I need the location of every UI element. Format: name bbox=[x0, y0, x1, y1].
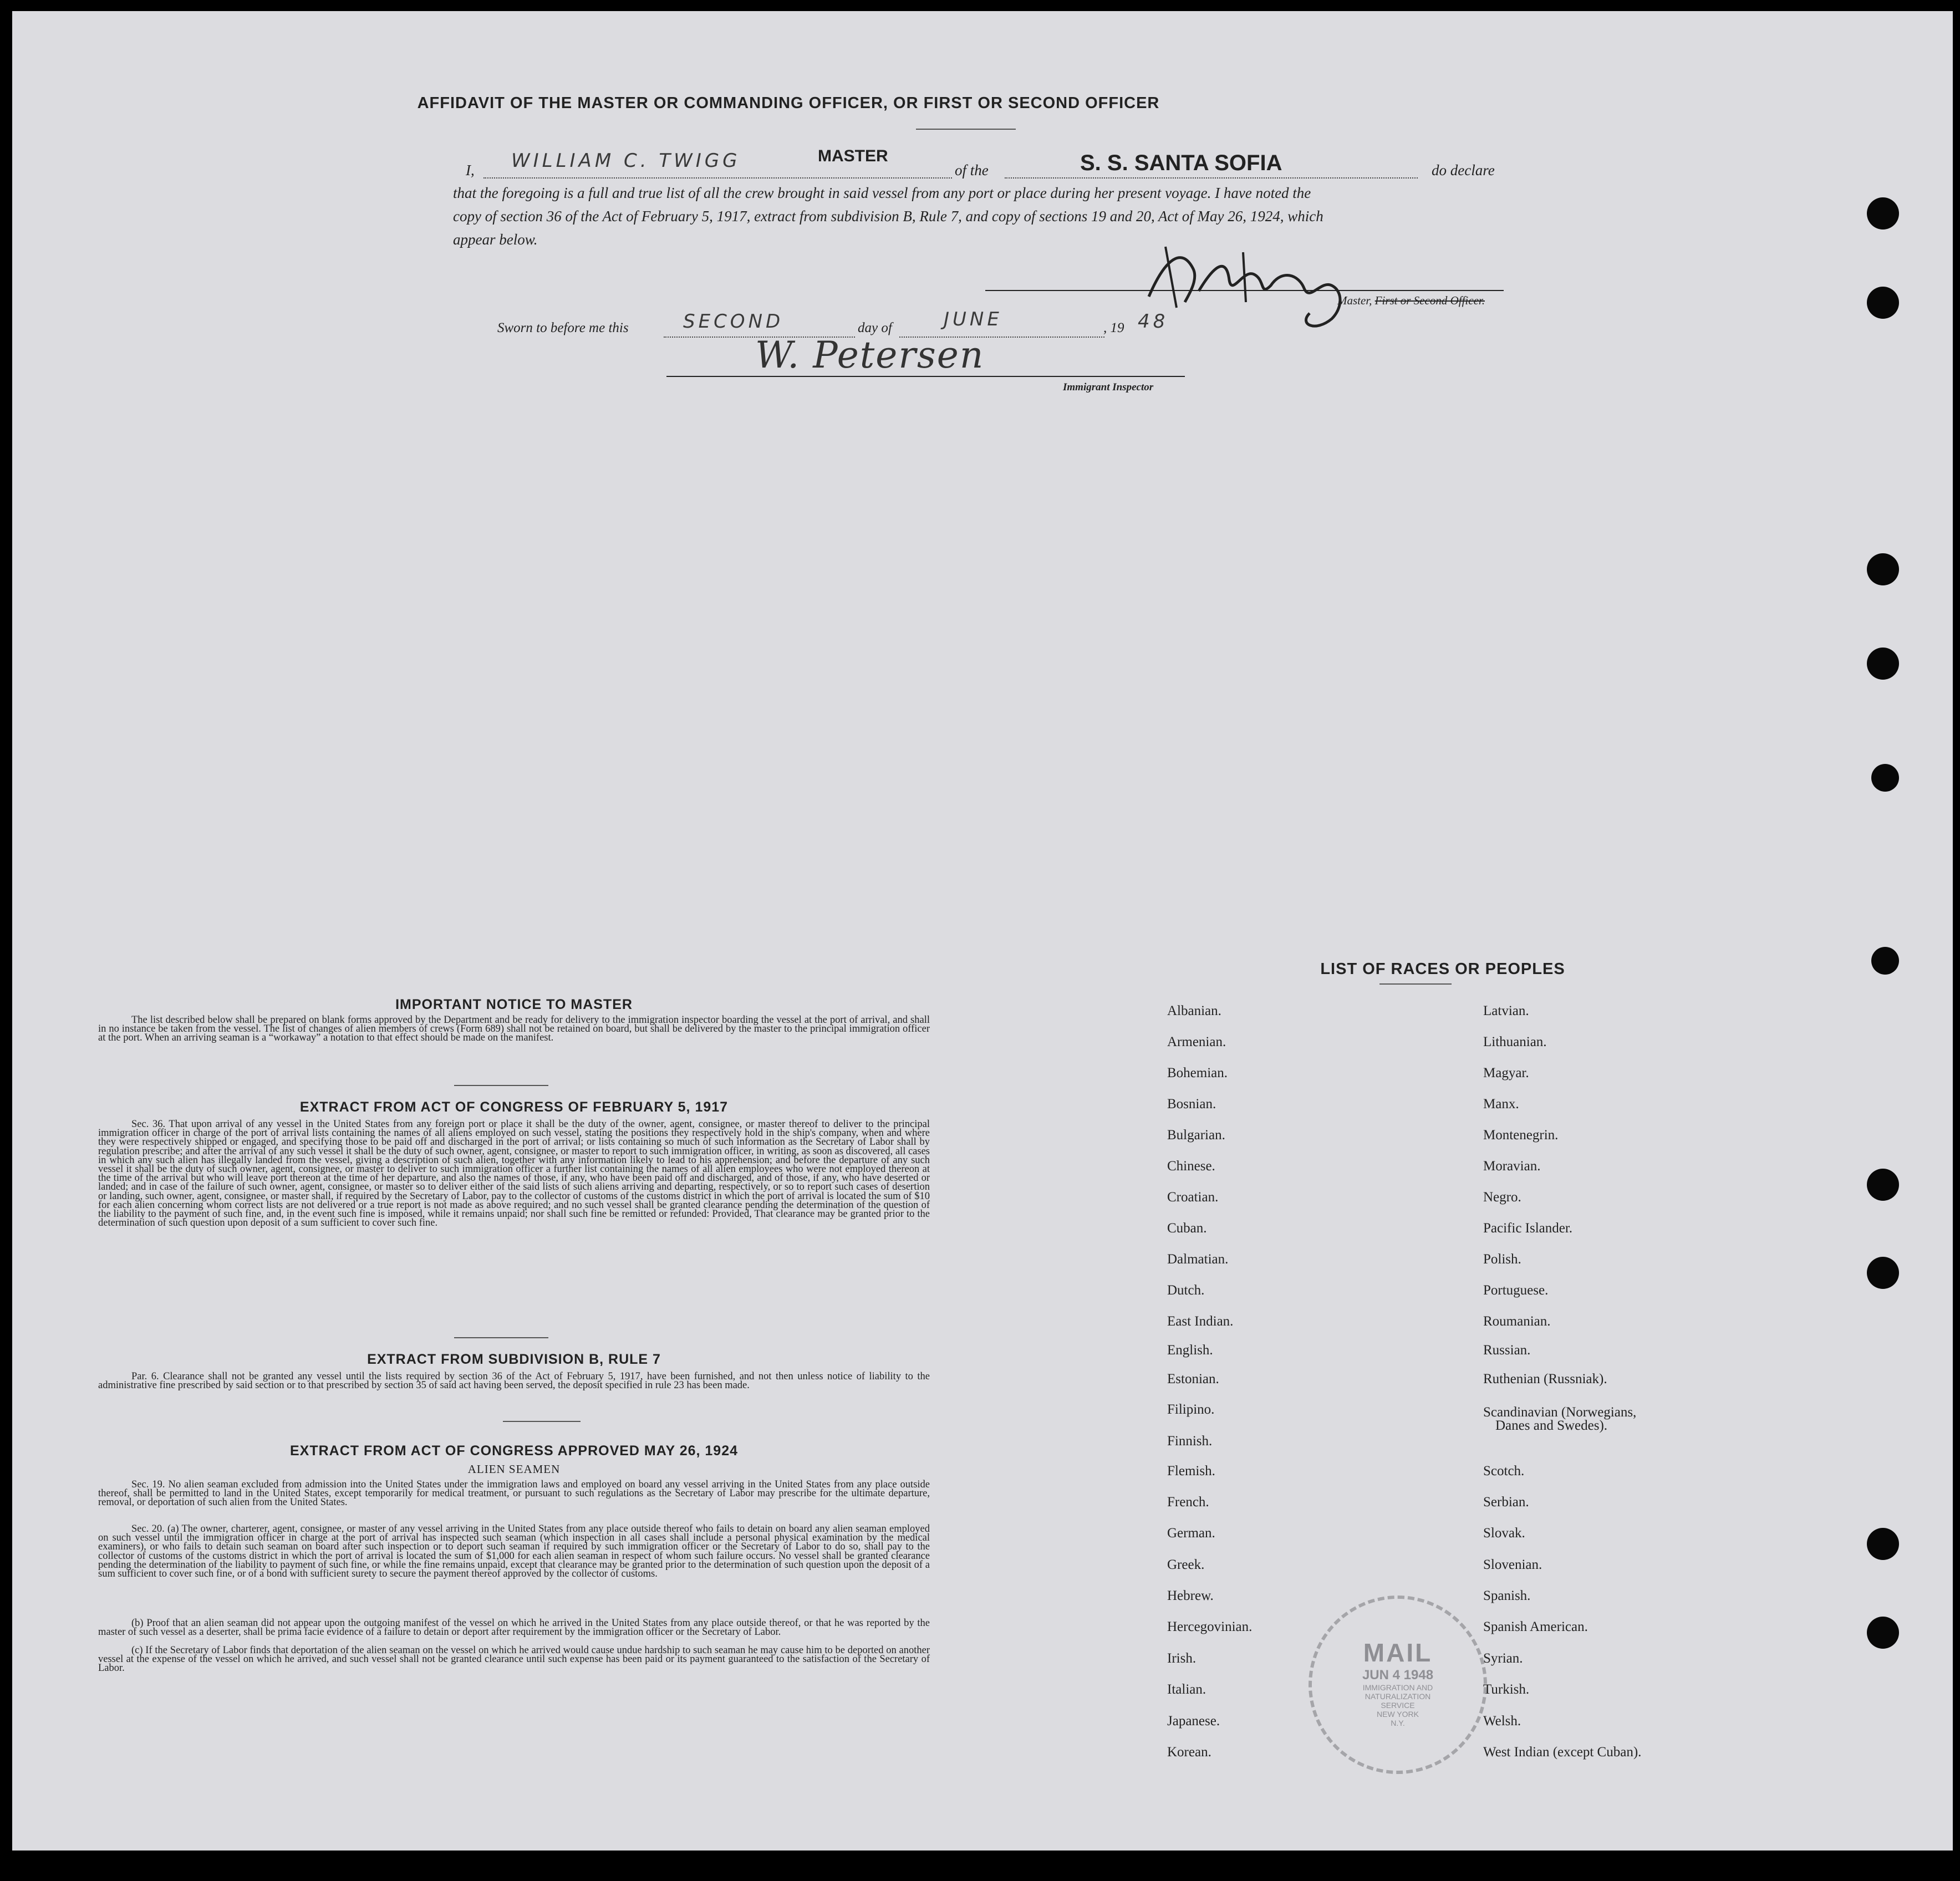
inspector-caption: Immigrant Inspector bbox=[1063, 381, 1154, 393]
punch-hole bbox=[1867, 197, 1899, 230]
act-1924-sec-20c: (c) If the Secretary of Labor finds that deportation of the alien seaman on the vessel on which he arrived would cause undue hardship to such seaman he may cause him to be deported on another vessel at the expense of the vessel on which he arrived, and such vessel shall not be granted clearance until such expense has been paid or its payment guaranteed to the satisfaction of the Secretary of Labor. bbox=[98, 1645, 930, 1674]
act-1924-subtitle: ALIEN SEAMEN bbox=[467, 1462, 561, 1476]
race-item: Negro. bbox=[1483, 1190, 1521, 1205]
race-item: Montenegrin. bbox=[1483, 1128, 1559, 1143]
master-signature bbox=[1132, 236, 1387, 335]
punch-hole bbox=[1871, 947, 1899, 975]
races-title-underline bbox=[1379, 983, 1452, 985]
race-item: Estonian. bbox=[1167, 1372, 1219, 1386]
race-item: Spanish. bbox=[1483, 1588, 1531, 1603]
affidavit-line-3: copy of section 36 of the Act of February 5, 1917, extract from subdivision B, Rule 7, and copy of sections 19 and 20, Act of May 26, 1924, which bbox=[453, 208, 1323, 225]
race-item: Serbian. bbox=[1483, 1495, 1529, 1510]
race-item: Korean. bbox=[1167, 1745, 1211, 1760]
punch-hole bbox=[1867, 553, 1899, 585]
race-item: Italian. bbox=[1167, 1682, 1206, 1697]
race-item: Dalmatian. bbox=[1167, 1252, 1229, 1267]
act-1924-sec-20a: Sec. 20. (a) The owner, charterer, agent, consignee, or master of any vessel arriving in the United States from any place outside thereof who fails to detain on board any alien seaman employed on such vessel until the immigration officer in charge at the port of arrival has inspected such seaman (which inspection in all cases shall include a personal physical examination by the medical examiners), or who fails to detain such seaman on board after such inspection or to deport such seaman if required by such immigration officer or the Secretary of Labor to do so, shall pay to the collector of customs of the customs district in which the port of arrival is located the sum of $1,000 for each alien seaman in respect of whom such failure occurs. No vessel shall be granted clearance pending the determination of the liability to payment of such fine, or while the fine remains unpaid, except that clearance may be granted prior to the determination of such question upon the deposit of a sum sufficient to cover such fine, or of a bond with sufficient surety to secure the payment thereof approved by the collector of customs. bbox=[98, 1523, 930, 1580]
day-of-label: day of bbox=[858, 320, 892, 335]
mail-received-stamp bbox=[1309, 1595, 1487, 1774]
race-item: Pacific Islander. bbox=[1483, 1221, 1573, 1236]
affidavit-title: AFFIDAVIT OF THE MASTER OR COMMANDING OFFICER, OR FIRST OR SECOND OFFICER bbox=[417, 94, 1160, 112]
sworn-label: Sworn to before me this bbox=[497, 320, 629, 335]
race-item: Irish. bbox=[1167, 1651, 1197, 1666]
section-divider bbox=[454, 1085, 548, 1086]
vessel-name: S. S. SANTA SOFIA bbox=[1080, 151, 1282, 175]
race-item: Russian. bbox=[1483, 1343, 1531, 1358]
stamp-mail-text: MAIL bbox=[1363, 1638, 1433, 1667]
notice-title: IMPORTANT NOTICE TO MASTER bbox=[395, 997, 633, 1012]
punch-hole bbox=[1867, 1169, 1899, 1201]
punch-hole bbox=[1867, 1528, 1899, 1560]
sworn-month: JUNE bbox=[944, 308, 1002, 330]
vessel-line bbox=[1005, 177, 1418, 179]
race-item: Ruthenian (Russniak). bbox=[1483, 1372, 1607, 1386]
of-the-label: of the bbox=[955, 162, 989, 179]
race-item: Portuguese. bbox=[1483, 1283, 1549, 1298]
race-item: Bohemian. bbox=[1167, 1066, 1228, 1080]
title-underline bbox=[916, 129, 1016, 130]
year-handwritten: 48 bbox=[1138, 310, 1169, 333]
race-item: Greek. bbox=[1167, 1557, 1205, 1572]
race-item: Croatian. bbox=[1167, 1190, 1219, 1205]
race-item: Flemish. bbox=[1167, 1464, 1215, 1479]
name-line bbox=[483, 177, 952, 179]
race-item: Armenian. bbox=[1167, 1034, 1226, 1049]
act-1917-title: EXTRACT FROM ACT OF CONGRESS OF FEBRUARY 5, 1917 bbox=[299, 1099, 729, 1115]
race-item: Latvian. bbox=[1483, 1003, 1529, 1018]
race-item: Finnish. bbox=[1167, 1434, 1213, 1449]
affidavit-i-label: I, bbox=[466, 162, 475, 179]
punch-hole bbox=[1867, 648, 1899, 680]
race-item: English. bbox=[1167, 1343, 1213, 1358]
year-prefix: , 19 bbox=[1103, 320, 1124, 335]
race-item: Bulgarian. bbox=[1167, 1128, 1225, 1143]
inspector-signature-line bbox=[666, 376, 1185, 377]
race-item: Welsh. bbox=[1483, 1714, 1521, 1729]
signature-caption-master bbox=[1337, 294, 1485, 308]
race-item: Spanish American. bbox=[1483, 1619, 1588, 1634]
race-item: Cuban. bbox=[1167, 1221, 1207, 1236]
race-item: French. bbox=[1167, 1495, 1209, 1510]
race-item: Hebrew. bbox=[1167, 1588, 1214, 1603]
signature-line bbox=[985, 290, 1504, 291]
race-item: German. bbox=[1167, 1526, 1215, 1541]
document-page bbox=[12, 11, 1953, 1851]
stamp-line: IMMIGRATION AND bbox=[1362, 1683, 1433, 1692]
caption-struck-officer: First or Second Officer. bbox=[1374, 294, 1485, 307]
race-item: Slovenian. bbox=[1483, 1557, 1542, 1572]
punch-hole bbox=[1867, 1257, 1899, 1289]
race-item: Syrian. bbox=[1483, 1651, 1523, 1666]
caption-master: Master, bbox=[1337, 294, 1372, 307]
race-item: Japanese. bbox=[1167, 1714, 1220, 1729]
race-item: Manx. bbox=[1483, 1097, 1519, 1112]
sworn-day: SECOND bbox=[683, 310, 784, 333]
notice-body: The list described below shall be prepared on blank forms approved by the Department and be ready for delivery to the immigration inspector boarding the vessel at the port of arrival, and shall in no instance be taken from the vessel. The list of changes of alien members of crews (Form 689) shall not be retained on board, but shall be delivered by the master to the principal immigration officer at the port. When an arriving seaman is a “workaway” a notation to that effect should be made on the manifest. bbox=[98, 1015, 930, 1044]
race-item: Scandinavian (Norwegians, bbox=[1483, 1405, 1637, 1420]
race-item: Roumanian. bbox=[1483, 1314, 1551, 1329]
races-title: LIST OF RACES OR PEOPLES bbox=[1320, 960, 1565, 978]
race-item: Filipino. bbox=[1167, 1402, 1215, 1417]
punch-hole bbox=[1867, 287, 1899, 319]
stamp-date: JUN 4 1948 bbox=[1362, 1668, 1434, 1683]
race-item: Bosnian. bbox=[1167, 1097, 1216, 1112]
race-item: Albanian. bbox=[1167, 1003, 1221, 1018]
stamp-line: N.Y. bbox=[1391, 1719, 1405, 1727]
stamp-line: SERVICE bbox=[1381, 1701, 1415, 1710]
act-1917-body: Sec. 36. That upon arrival of any vessel in the United States from any foreign port or place it shall be the duty of the owner, agent, consignee, or master thereof to deliver to the principal immigration officer in charge of the port of arrival lists containing the names of all aliens employed on such vessel, stating the positions they respectively hold in the ship's company, when and where they were respectively shipped or engaged, and specifying those to be paid off and discharged in the port of arrival; or lists containing so much of such information as the Secretary of Labor shall by regulation prescribe; and after the arrival of any such vessel it shall be the duty of such owner, agent, consignee, or master to report to such immigration officer, in writing, as soon as discovered, all cases in which any such alien has illegally landed from the vessel, giving a description of such alien, together with any information likely to lead to his apprehension; and before the departure of any such vessel it shall be the duty of such owner, agent, consignee, or master to deliver to such immigration officer a further list containing the names of all alien employees who were not employed thereon at the time of the arrival but who will leave port thereon at the time of her departure, and also the names of those, if any, who have been paid off and discharged, and of those, if any, who have deserted or landed; and in case of the failure of such owner, agent, consignee, or master so to deliver either of the said lists of such aliens arriving and departing, respectively, or so to report such cases of desertion or landing, such owner, agent, consignee, or master shall, if required by the Secretary of Labor, pay to the collector of customs of the customs district in which the port of arrival is located the sum of $10 for each alien concerning whom correct lists are not delivered or a true report is not made as above required; and no such vessel shall be granted clearance pending the determination of the question of the liability to the payment of such fine, and, in the event such fine is imposed, while it remains unpaid; nor shall such fine be remitted or refunded: Provided, That clearance may be granted prior to the determination of such question upon deposit of a sum sufficient to cover such fine. bbox=[98, 1119, 930, 1229]
do-declare-label: do declare bbox=[1432, 162, 1495, 179]
race-item: Slovak. bbox=[1483, 1526, 1525, 1541]
act-1924-sec-20b: (b) Proof that an alien seaman did not appear upon the outgoing manifest of the vessel on which he arrived in the United States from any place outside thereof, or that he was reported by the master of such vessel as a deserter, shall be prima facie evidence of a failure to detain or deport after requirement by the immigration officer or the Secretary of Labor. bbox=[98, 1618, 930, 1638]
race-item: Scotch. bbox=[1483, 1464, 1525, 1479]
section-divider bbox=[503, 1421, 581, 1422]
race-item: Dutch. bbox=[1167, 1283, 1205, 1298]
section-divider bbox=[454, 1337, 548, 1338]
punch-hole bbox=[1867, 1617, 1899, 1649]
race-item: Magyar. bbox=[1483, 1066, 1529, 1080]
race-item: Moravian. bbox=[1483, 1159, 1541, 1174]
race-item: Hercegovinian. bbox=[1167, 1619, 1253, 1634]
act-1924-title: EXTRACT FROM ACT OF CONGRESS APPROVED MAY 26, 1924 bbox=[289, 1443, 739, 1459]
race-item: Danes and Swedes). bbox=[1495, 1418, 1608, 1433]
race-item: Chinese. bbox=[1167, 1159, 1215, 1174]
stamp-line: NATURALIZATION bbox=[1365, 1692, 1431, 1701]
affidavit-line-4: appear below. bbox=[453, 231, 538, 248]
race-item: East Indian. bbox=[1167, 1314, 1234, 1329]
rank-typed: MASTER bbox=[818, 147, 888, 165]
race-item: Lithuanian. bbox=[1483, 1034, 1547, 1049]
race-item: Turkish. bbox=[1483, 1682, 1530, 1697]
affidavit-line-2: that the foregoing is a full and true list of all the crew brought in said vessel from any port or place during her present voyage. I have noted the bbox=[453, 185, 1311, 201]
act-1924-sec-19: Sec. 19. No alien seaman excluded from admission into the United States under the immigration laws and employed on board any vessel arriving in the United States from any place outside thereof, shall be permitted to land in the United States, except temporarily for medical treatment, or pursuant to such regulations as the Secretary of Labor may prescribe for the ultimate departure, removal, or deportation of such alien from the United States. bbox=[98, 1479, 930, 1508]
inspector-signature: W. Petersen bbox=[755, 334, 985, 376]
race-item: West Indian (except Cuban). bbox=[1483, 1745, 1642, 1760]
stamp-line: NEW YORK bbox=[1377, 1710, 1419, 1719]
master-name-handwritten: WILLIAM C. TWIGG bbox=[511, 150, 741, 172]
rule-7-title: EXTRACT FROM SUBDIVISION B, RULE 7 bbox=[367, 1352, 661, 1367]
race-item: Polish. bbox=[1483, 1252, 1521, 1267]
rule-7-body: Par. 6. Clearance shall not be granted any vessel until the lists required by section 36 of the Act of February 5, 1917, have been furnished, and not then unless notice of liability to the administrative fine prescribed by said section or to that prescribed by section 35 of said act having been served, the deposit specified in rule 23 has been made. bbox=[98, 1371, 930, 1391]
punch-hole bbox=[1871, 764, 1899, 792]
